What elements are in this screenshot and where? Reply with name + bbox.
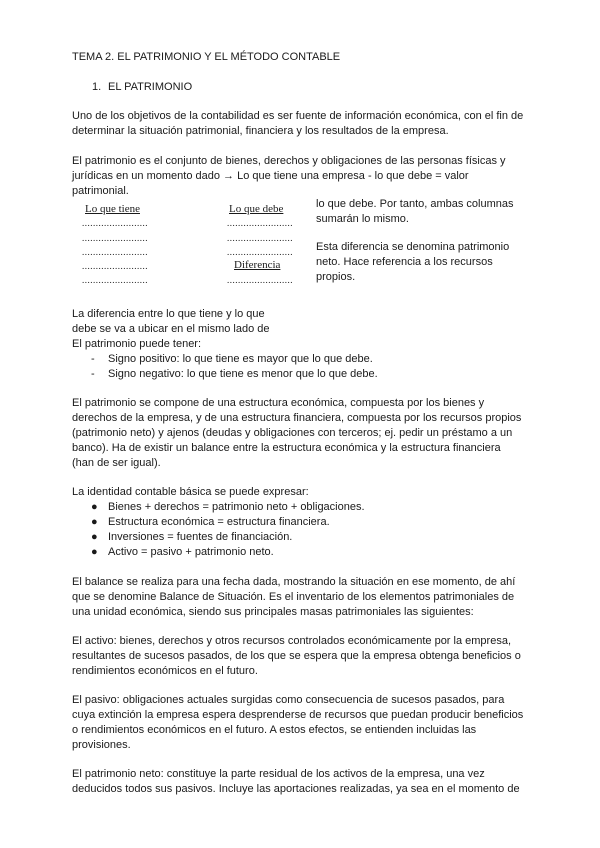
p8-line-3: o rendimientos económicos en el futuro. A estos efectos, se entienden incluidas las — [72, 724, 477, 736]
p2-line-2: jurídicas en un momento dado → Lo que tiene una empresa - lo que debe = valor — [72, 170, 469, 182]
p9-line-2: deducidos todos sus pasivos. Incluye las aportaciones realizadas, ya sea en el momento de — [72, 783, 520, 795]
table-left-dots: ........................ — [82, 247, 148, 257]
section-heading: EL PATRIMONIO — [108, 81, 193, 93]
p6-line-2: que se denomine Balance de Situación. Es el inventario de los elementos patrimoniales de — [72, 591, 515, 603]
p4-line-5: (han de ser igual). — [72, 457, 161, 469]
page-title: TEMA 2. EL PATRIMONIO Y EL MÉTODO CONTABLE — [72, 51, 341, 63]
table-left-dots: ........................ — [82, 261, 148, 271]
p8-line-4: provisiones. — [72, 739, 131, 751]
side-note2-line-3: propios. — [316, 271, 356, 283]
p6-line-3: una unidad económica, siendo sus principales masas patrimoniales las siguientes: — [72, 606, 474, 618]
bullet-dot: ● — [91, 516, 98, 528]
p7-line-2: resultantes de sucesos pasados, de los que se espera que la empresa obtenga beneficios o — [72, 650, 521, 662]
p2-line-1: El patrimonio es el conjunto de bienes, derechos y obligaciones de las personas físicas y — [72, 155, 506, 167]
p8-line-1: El pasivo: obligaciones actuales surgidas como consecuencia de sucesos pasados, para — [72, 694, 505, 706]
table-difference-label: Diferencia — [234, 259, 281, 271]
p7-line-3: rendimientos económicos en el futuro. — [72, 665, 258, 677]
p7-line-1: El activo: bienes, derechos y otros recursos controlados económicamente por la empresa, — [72, 635, 511, 647]
table-left-header: Lo que tiene — [85, 203, 140, 215]
table-right-header: Lo que debe — [229, 203, 284, 215]
p1-line-2: determinar la situación patrimonial, financiera y los resultados de la empresa. — [72, 125, 449, 137]
sign-positive: Signo positivo: lo que tiene es mayor que lo que debe. — [108, 353, 373, 365]
p1-line-1: Uno de los objetivos de la contabilidad es ser fuente de información económica, con el fin de — [72, 110, 524, 122]
identity-4: Activo = pasivo + patrimonio neto. — [108, 546, 274, 558]
p8-line-2: cuya extinción la empresa espera desprenderse de recursos que puedan producir beneficios — [72, 709, 524, 721]
section-number: 1. — [92, 81, 102, 93]
table-left-dots: ........................ — [82, 233, 148, 243]
table-right-dots: ........................ — [227, 275, 293, 285]
p4-line-1: El patrimonio se compone de una estructura económica, compuesta por los bienes y — [72, 397, 485, 409]
dash-bullet: - — [91, 368, 95, 380]
identity-1: Bienes + derechos = patrimonio neto + obligaciones. — [108, 501, 365, 513]
identity-2: Estructura económica = estructura financiera. — [108, 516, 330, 528]
table-right-dots: ........................ — [227, 233, 293, 243]
side-note1-line-2: sumarán lo mismo. — [316, 213, 409, 225]
p4-line-4: banco). Ha de existir un balance entre la estructura económica y la estructura financiera — [72, 442, 501, 454]
p2-line-3: patrimonial. — [72, 185, 129, 197]
bullet-dot: ● — [91, 546, 98, 558]
p4-line-3: (patrimonio neto) y ajenos (deudas y obligaciones con terceros; ej. pedir un préstamo a un — [72, 427, 513, 439]
table-left-dots: ........................ — [82, 218, 148, 228]
p3-line-1: La diferencia entre lo que tiene y lo que — [72, 308, 265, 320]
dash-bullet: - — [91, 353, 95, 365]
p6-line-1: El balance se realiza para una fecha dada, mostrando la situación en ese momento, de ahí — [72, 576, 516, 588]
side-note2-line-1: Esta diferencia se denomina patrimonio — [316, 241, 510, 253]
table-right-dots: ........................ — [227, 247, 293, 257]
sign-negative: Signo negativo: lo que tiene es menor que lo que debe. — [108, 368, 378, 380]
p3-line-2: debe se va a ubicar en el mismo lado de — [72, 323, 270, 335]
p4-line-2: derechos de la empresa, y de una estructura financiera, compuesta por los recursos propios — [72, 412, 522, 424]
identity-3: Inversiones = fuentes de financiación. — [108, 531, 293, 543]
table-right-dots: ........................ — [227, 218, 293, 228]
p9-line-1: El patrimonio neto: constituye la parte residual de los activos de la empresa, una vez — [72, 768, 485, 780]
bullet-dot: ● — [91, 531, 98, 543]
p3-line-3: El patrimonio puede tener: — [72, 338, 202, 350]
bullet-dot: ● — [91, 501, 98, 513]
p5: La identidad contable básica se puede expresar: — [72, 486, 309, 498]
side-note2-line-2: neto. Hace referencia a los recursos — [316, 256, 493, 268]
table-left-dots: ........................ — [82, 275, 148, 285]
side-note1-line-1: lo que debe. Por tanto, ambas columnas — [316, 198, 514, 210]
